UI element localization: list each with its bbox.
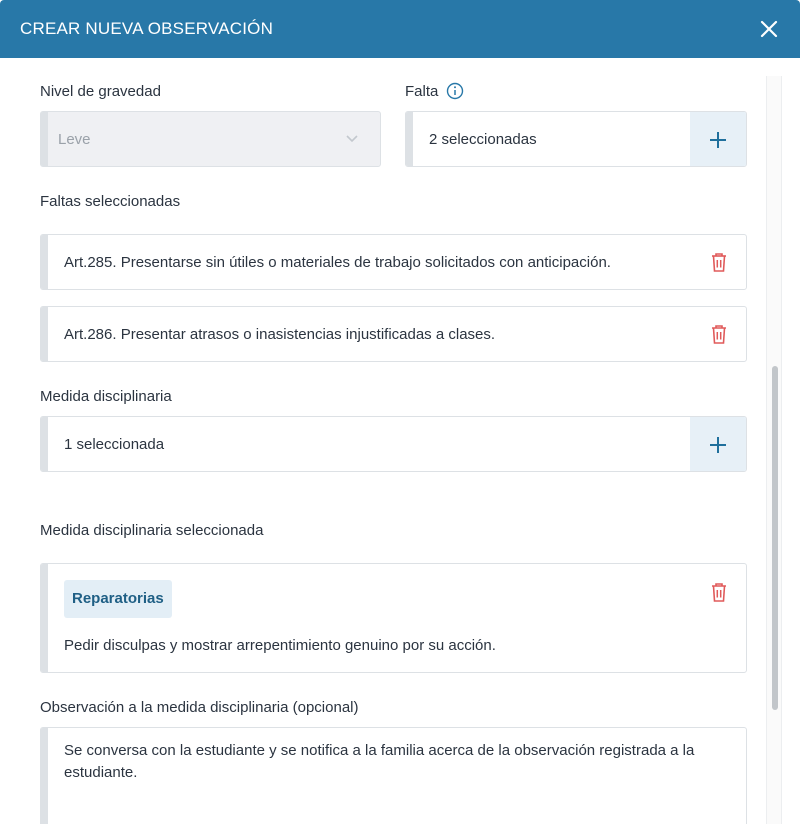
delete-falta-button[interactable] [709, 323, 729, 345]
delete-medida-button[interactable] [709, 581, 729, 603]
observacion-value: Se conversa con la estudiante y se notifica a la familia acerca de la observación registrada a la estudiante. [64, 742, 695, 781]
trash-icon [709, 323, 729, 345]
modal-header [0, 0, 800, 58]
list-item [40, 306, 747, 362]
severity-label: Nivel de gravedad [40, 83, 161, 100]
falta-value: 2 seleccionadas [429, 131, 537, 148]
trash-icon [709, 581, 729, 603]
delete-falta-button[interactable] [709, 251, 729, 273]
scrollbar-thumb[interactable] [772, 366, 778, 710]
medida-type-tag: Reparatorias [64, 580, 172, 618]
chevron-down-icon [345, 134, 359, 144]
severity-select[interactable] [40, 111, 381, 167]
falta-select[interactable] [405, 111, 747, 167]
severity-value: Leve [58, 131, 91, 148]
observacion-textarea[interactable] [40, 727, 747, 824]
medida-description: Pedir disculpas y mostrar arrepentimiento genuino por su acción. [64, 637, 496, 654]
medida-label: Medida disciplinaria [40, 388, 172, 405]
trash-icon [709, 251, 729, 273]
observacion-label: Observación a la medida disciplinaria (opcional) [40, 699, 359, 716]
close-icon [758, 18, 780, 40]
plus-icon [708, 435, 728, 455]
medida-seleccionada-label: Medida disciplinaria seleccionada [40, 522, 264, 539]
faltas-seleccionadas-label: Faltas seleccionadas [40, 193, 181, 210]
close-button[interactable] [758, 18, 780, 40]
add-medida-button[interactable] [690, 417, 746, 471]
medida-value: 1 seleccionada [64, 436, 165, 453]
falta-item-text: Art.285. Presentarse sin útiles o materiales de trabajo solicitados con anticipación. [64, 254, 611, 271]
modal-title: CREAR NUEVA OBSERVACIÓN [20, 19, 274, 38]
add-falta-button[interactable] [690, 112, 746, 166]
falta-label: Falta [405, 83, 439, 100]
falta-item-text: Art.286. Presentar atrasos o inasistencias injustificadas a clases. [64, 326, 496, 343]
medida-select[interactable] [40, 416, 747, 472]
plus-icon [708, 130, 728, 150]
list-item [40, 234, 747, 290]
info-icon[interactable] [446, 82, 464, 100]
medida-seleccionada-card [40, 563, 747, 673]
